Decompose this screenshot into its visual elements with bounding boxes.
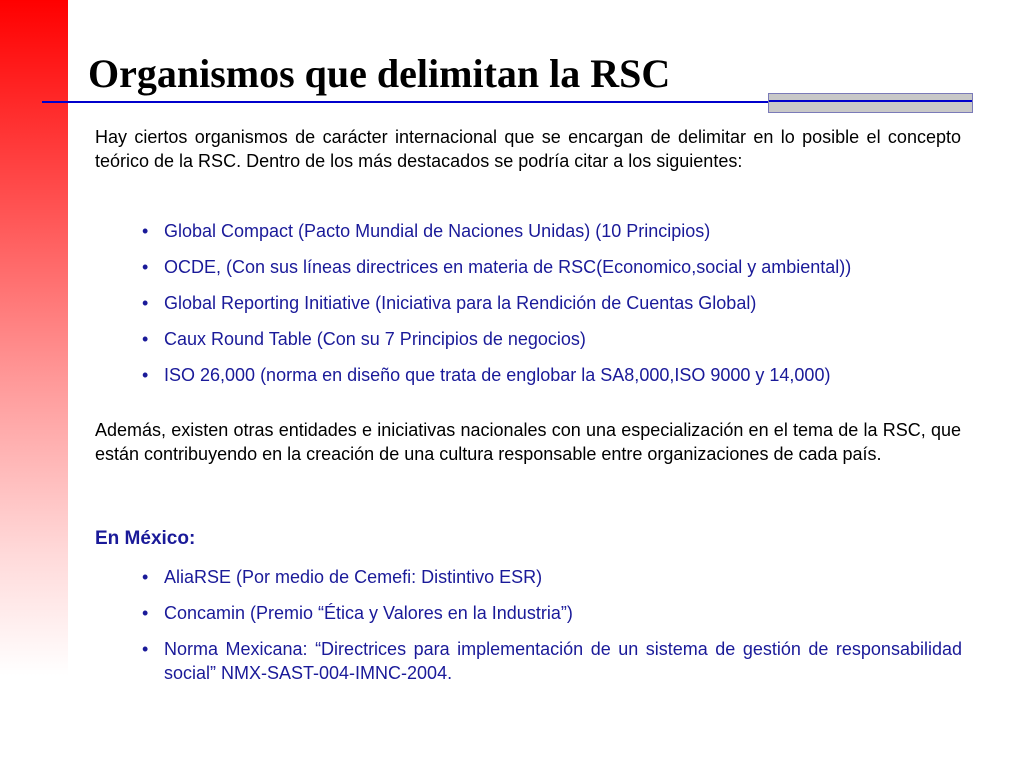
list-item (140, 219, 962, 243)
bullet-icon: • (142, 257, 149, 277)
list-item-text: Concamin (Premio “Ética y Valores en la Industria”) (164, 603, 573, 623)
list-item-text: OCDE, (Con sus líneas directrices en materia de RSC(Economico,social y ambiental)) (164, 257, 852, 277)
list-item (140, 327, 962, 351)
intro-paragraph: Hay ciertos organismos de carácter internacional que se encargan de delimitar en lo posible el concepto teórico de la RSC. Dentro de los más destacados se podría citar a los siguientes: (95, 127, 961, 171)
list-item-text: Global Compact (Pacto Mundial de Naciones Unidas) (10 Principios) (164, 221, 711, 241)
mexico-heading: En México: (95, 528, 196, 549)
mexico-initiatives-list (140, 565, 962, 697)
side-gradient-bar (0, 0, 68, 768)
list-item (140, 255, 962, 279)
bullet-icon: • (142, 567, 149, 587)
list-item-text: ISO 26,000 (norma en diseño que trata de englobar la SA8,000,ISO 9000 y 14,000) (164, 365, 831, 385)
international-bodies-list (140, 219, 962, 399)
list-item-text: Global Reporting Initiative (Iniciativa para la Rendición de Cuentas Global) (164, 293, 757, 313)
list-item-text: AliaRSE (Por medio de Cemefi: Distintivo ESR) (164, 567, 543, 587)
slide-title: Organismos que delimitan la RSC (88, 51, 671, 96)
list-item (140, 291, 962, 315)
bullet-icon: • (142, 221, 149, 241)
bullet-icon: • (142, 293, 149, 313)
list-item (140, 363, 962, 387)
national-initiatives-paragraph: Además, existen otras entidades e iniciativas nacionales con una especialización en el tema de la RSC, que están contribuyendo en la creación de una cultura responsable entre organizaciones de cada país. (95, 420, 961, 464)
list-item (140, 565, 962, 589)
bullet-icon: • (142, 329, 149, 349)
list-item (140, 601, 962, 625)
list-item-text: Caux Round Table (Con su 7 Principios de negocios) (164, 329, 586, 349)
list-item (140, 637, 962, 685)
bullet-icon: • (142, 603, 149, 623)
title-underline-accent-box (768, 93, 973, 113)
bullet-icon: • (142, 365, 149, 385)
bullet-icon: • (142, 639, 149, 659)
list-item-text: Norma Mexicana: “Directrices para implementación de un sistema de gestión de responsabilidad social” NMX-SAST-004-IMNC-2004. (164, 639, 962, 683)
